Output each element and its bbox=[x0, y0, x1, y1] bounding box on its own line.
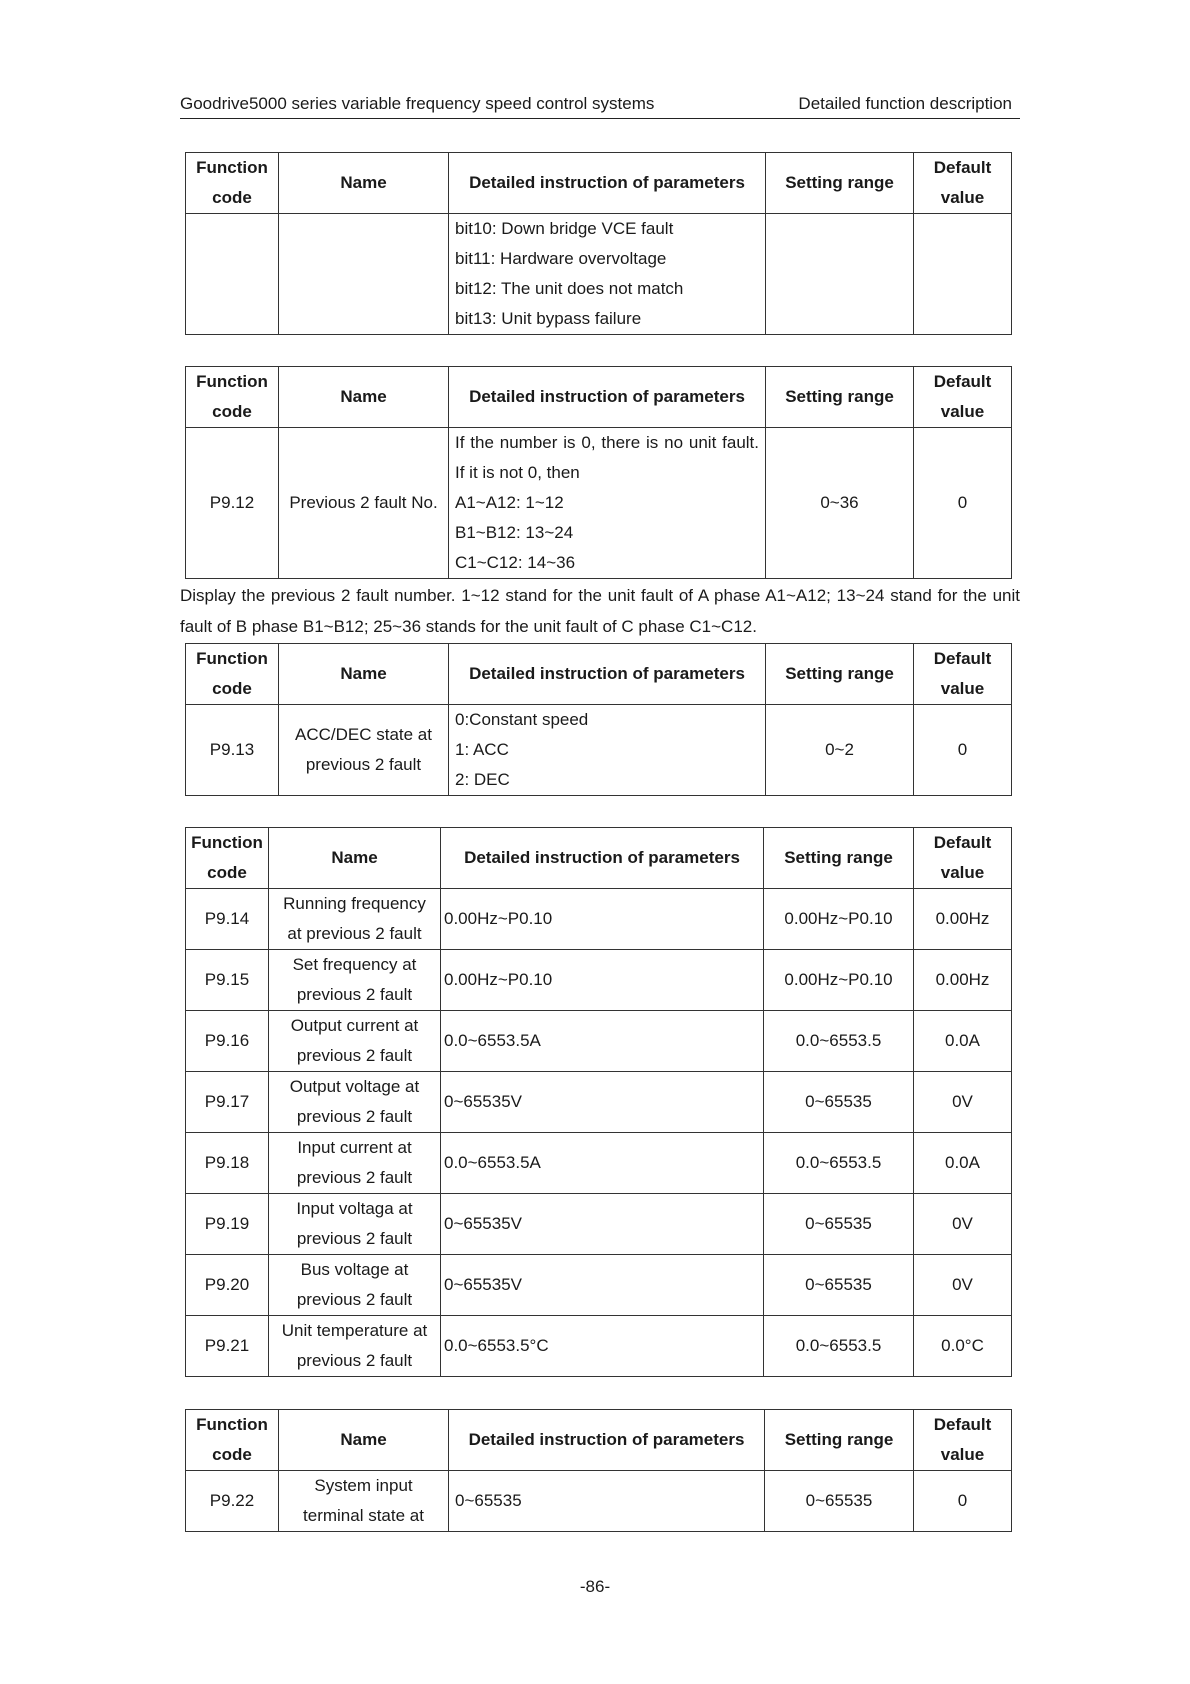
range-cell: 0.00Hz~P0.10 bbox=[764, 950, 914, 1011]
table-row bbox=[186, 950, 1012, 1011]
range-cell: 0~36 bbox=[766, 428, 914, 579]
detail-cell: 0~65535 bbox=[449, 1471, 765, 1532]
parameter-table-2 bbox=[185, 366, 1012, 579]
name-cell: Output voltage at previous 2 fault bbox=[269, 1072, 441, 1133]
range-cell: 0~65535 bbox=[764, 1255, 914, 1316]
name-cell: ACC/DEC state at previous 2 fault bbox=[279, 705, 449, 796]
detail-cell: 0.0~6553.5°C bbox=[441, 1316, 764, 1377]
name-cell: Set frequency at previous 2 fault bbox=[269, 950, 441, 1011]
default-cell: 0V bbox=[914, 1255, 1012, 1316]
code-cell: P9.12 bbox=[186, 428, 279, 579]
range-cell: 0.0~6553.5 bbox=[764, 1133, 914, 1194]
code-cell: P9.17 bbox=[186, 1072, 269, 1133]
name-cell: Output current at previous 2 fault bbox=[269, 1011, 441, 1072]
header-default-value: Default value bbox=[914, 153, 1012, 214]
default-cell: 0.0A bbox=[914, 1011, 1012, 1072]
code-cell: P9.15 bbox=[186, 950, 269, 1011]
name-cell: Input current at previous 2 fault bbox=[269, 1133, 441, 1194]
detail-cell: 0.00Hz~P0.10 bbox=[441, 950, 764, 1011]
code-cell: P9.16 bbox=[186, 1011, 269, 1072]
header-detail: Detailed instruction of parameters bbox=[449, 153, 766, 214]
header-setting-range: Setting range bbox=[766, 367, 914, 428]
detail-cell: 0~65535V bbox=[441, 1194, 764, 1255]
header-function-code: Function code bbox=[186, 1410, 279, 1471]
code-cell: P9.21 bbox=[186, 1316, 269, 1377]
name-cell: Input voltaga at previous 2 fault bbox=[269, 1194, 441, 1255]
header-name: Name bbox=[279, 153, 449, 214]
range-cell: 0~65535 bbox=[764, 1194, 914, 1255]
header-default-value: Default value bbox=[914, 828, 1012, 889]
parameter-table-4 bbox=[185, 827, 1012, 1377]
code-cell bbox=[186, 214, 279, 335]
section-title: Detailed function description bbox=[798, 94, 1012, 113]
name-cell: System input terminal state at bbox=[279, 1471, 449, 1532]
default-cell: 0.00Hz bbox=[914, 950, 1012, 1011]
detail-line: C1~C12: 14~36 bbox=[455, 553, 576, 572]
header-default-value: Default value bbox=[914, 367, 1012, 428]
range-cell: 0.00Hz~P0.10 bbox=[764, 889, 914, 950]
detail-line: A1~A12: 1~12 bbox=[455, 493, 564, 512]
table-header-row bbox=[186, 367, 1012, 428]
range-cell bbox=[766, 214, 914, 335]
name-cell: Bus voltage at previous 2 fault bbox=[269, 1255, 441, 1316]
code-cell: P9.22 bbox=[186, 1471, 279, 1532]
detail-cell bbox=[449, 705, 766, 796]
parameter-table-1 bbox=[185, 152, 1012, 335]
page-number: -86- bbox=[579, 1577, 611, 1596]
table-row bbox=[186, 889, 1012, 950]
detail-line: bit13: Unit bypass failure bbox=[455, 309, 642, 328]
detail-cell bbox=[449, 428, 766, 579]
name-cell: Unit temperature at previous 2 fault bbox=[269, 1316, 441, 1377]
header-function-code: Function code bbox=[186, 153, 279, 214]
code-cell: P9.18 bbox=[186, 1133, 269, 1194]
description-note: Display the previous 2 fault number. 1~12 stand for the unit fault of A phase A1~A12; 13~24 stand for the unit fault of B phase B1~B12; 25~36 stands for the unit fault of C phase C1~C12. bbox=[180, 586, 1020, 636]
table-row bbox=[186, 705, 1012, 796]
header-setting-range: Setting range bbox=[765, 1410, 914, 1471]
table-row bbox=[186, 1133, 1012, 1194]
header-setting-range: Setting range bbox=[764, 828, 914, 889]
detail-line: 0:Constant speed bbox=[455, 710, 589, 729]
table-row bbox=[186, 1255, 1012, 1316]
range-cell: 0.0~6553.5 bbox=[764, 1011, 914, 1072]
page-header bbox=[180, 92, 1020, 119]
default-cell: 0V bbox=[914, 1194, 1012, 1255]
default-cell: 0.0A bbox=[914, 1133, 1012, 1194]
range-cell: 0~65535 bbox=[765, 1471, 914, 1532]
code-cell: P9.13 bbox=[186, 705, 279, 796]
header-detail: Detailed instruction of parameters bbox=[449, 644, 766, 705]
name-cell bbox=[279, 214, 449, 335]
header-function-code: Function code bbox=[186, 828, 269, 889]
default-cell: 0 bbox=[914, 428, 1012, 579]
detail-cell: 0.0~6553.5A bbox=[441, 1011, 764, 1072]
code-cell: P9.20 bbox=[186, 1255, 269, 1316]
header-detail: Detailed instruction of parameters bbox=[449, 367, 766, 428]
header-default-value: Default value bbox=[914, 644, 1012, 705]
range-cell: 0.0~6553.5 bbox=[764, 1316, 914, 1377]
table-row bbox=[186, 1316, 1012, 1377]
table-header-row bbox=[186, 644, 1012, 705]
table-header-row bbox=[186, 1410, 1012, 1471]
header-default-value: Default value bbox=[914, 1410, 1012, 1471]
detail-cell bbox=[449, 214, 766, 335]
default-cell: 0.00Hz bbox=[914, 889, 1012, 950]
range-cell: 0~65535 bbox=[764, 1072, 914, 1133]
detail-cell: 0.0~6553.5A bbox=[441, 1133, 764, 1194]
header-name: Name bbox=[279, 644, 449, 705]
detail-line: 1: ACC bbox=[455, 740, 509, 759]
detail-cell: 0.00Hz~P0.10 bbox=[441, 889, 764, 950]
detail-line: bit12: The unit does not match bbox=[455, 279, 684, 298]
header-name: Name bbox=[269, 828, 441, 889]
default-cell: 0 bbox=[914, 1471, 1012, 1532]
detail-line: B1~B12: 13~24 bbox=[455, 523, 574, 542]
name-cell: Previous 2 fault No. bbox=[279, 428, 449, 579]
header-function-code: Function code bbox=[186, 644, 279, 705]
detail-line: bit10: Down bridge VCE fault bbox=[455, 219, 674, 238]
header-name: Name bbox=[279, 1410, 449, 1471]
table-header-row bbox=[186, 153, 1012, 214]
parameter-table-5 bbox=[185, 1409, 1012, 1532]
table-row bbox=[186, 428, 1012, 579]
header-detail: Detailed instruction of parameters bbox=[441, 828, 764, 889]
detail-line: 2: DEC bbox=[455, 770, 510, 789]
header-setting-range: Setting range bbox=[766, 644, 914, 705]
detail-cell: 0~65535V bbox=[441, 1255, 764, 1316]
name-cell: Running frequency at previous 2 fault bbox=[269, 889, 441, 950]
header-setting-range: Setting range bbox=[766, 153, 914, 214]
detail-line: bit11: Hardware overvoltage bbox=[455, 249, 667, 268]
code-cell: P9.19 bbox=[186, 1194, 269, 1255]
code-cell: P9.14 bbox=[186, 889, 269, 950]
default-cell: 0V bbox=[914, 1072, 1012, 1133]
default-cell bbox=[914, 214, 1012, 335]
header-name: Name bbox=[279, 367, 449, 428]
document-title: Goodrive5000 series variable frequency speed control systems bbox=[180, 94, 655, 113]
range-cell: 0~2 bbox=[766, 705, 914, 796]
table-row bbox=[186, 1471, 1012, 1532]
table-row bbox=[186, 1194, 1012, 1255]
table-header-row bbox=[186, 828, 1012, 889]
table-row bbox=[186, 1011, 1012, 1072]
default-cell: 0.0°C bbox=[914, 1316, 1012, 1377]
detail-cell: 0~65535V bbox=[441, 1072, 764, 1133]
default-cell: 0 bbox=[914, 705, 1012, 796]
header-detail: Detailed instruction of parameters bbox=[449, 1410, 765, 1471]
table-row bbox=[186, 214, 1012, 335]
detail-line: If the number is 0, there is no unit fault. If it is not 0, then bbox=[455, 433, 759, 482]
table-row bbox=[186, 1072, 1012, 1133]
parameter-table-3 bbox=[185, 643, 1012, 796]
header-function-code: Function code bbox=[186, 367, 279, 428]
